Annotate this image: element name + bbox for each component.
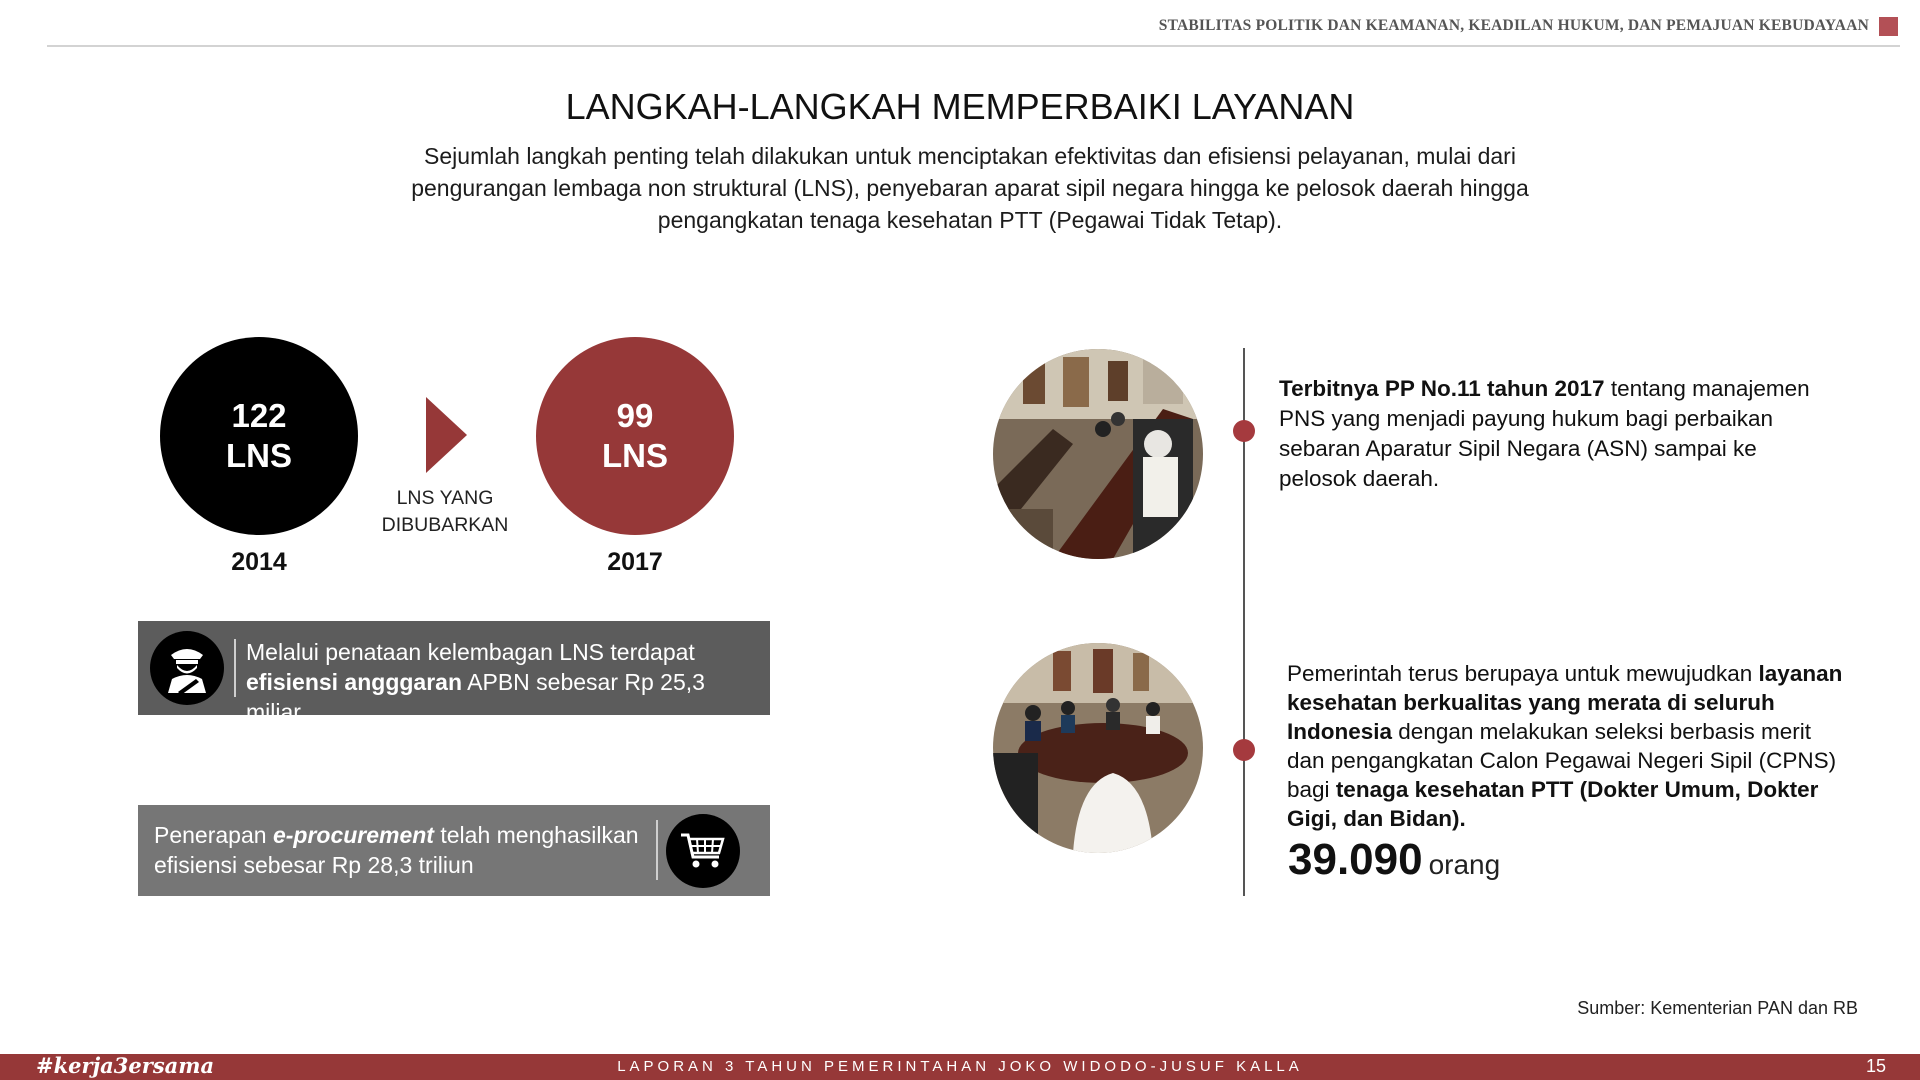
timeline-dot-2	[1233, 739, 1255, 761]
ptt-count	[1288, 835, 1500, 885]
eprocurement-box	[138, 805, 770, 896]
budget-efficiency-box	[138, 621, 770, 725]
box1-text-pre: Melalui penataan kelembagan LNS terdapat	[246, 639, 695, 665]
lns-2014-value: 122	[231, 397, 287, 434]
pp11-description	[1279, 374, 1839, 494]
arrow-label-line1: LNS YANG	[396, 487, 494, 509]
lns-2014-unit: LNS	[226, 437, 292, 474]
lns-2014-circle	[160, 337, 358, 535]
officer-icon	[150, 631, 224, 705]
health-text-bold1: layanan kesehatan berkualitas yang merata di seluruh Indonesia	[1287, 661, 1843, 744]
footer-hashtag: #kerja3ersama	[36, 1053, 215, 1078]
lns-2017-circle	[536, 337, 734, 535]
page-number: 15	[1865, 1056, 1886, 1076]
box2-text-mid: telah menghasilkan	[440, 822, 639, 848]
meeting-photo-2	[993, 643, 1203, 853]
page-title: LANGKAH-LANGKAH MEMPERBAIKI LAYANAN	[565, 86, 1355, 127]
meeting-photo-1	[993, 349, 1203, 559]
lns-2017-value: 99	[616, 397, 654, 434]
pp11-text: tentang manajemen PNS yang menjadi payung hukum bagi perbaikan sebaran Aparatur Sipil Negara (ASN) sampai ke pelosok daerah.	[1279, 376, 1810, 491]
ptt-count-value: 39.090	[1288, 835, 1423, 884]
header-accent-square	[1879, 17, 1898, 36]
timeline-dot-1	[1233, 420, 1255, 442]
header-divider	[47, 45, 1900, 47]
box2-text	[154, 820, 654, 880]
arrow-label-line2: DIBUBARKAN	[381, 514, 509, 536]
box2-text-bold-italic: e-procurement	[272, 822, 434, 848]
year-2017-label: 2017	[607, 548, 663, 576]
ptt-count-unit: orang	[1428, 849, 1501, 880]
health-text-pre: Pemerintah terus berupaya untuk mewujudkan	[1287, 661, 1753, 686]
box1-text	[246, 637, 766, 727]
box1-text-post: APBN sebesar Rp 25,3 miliar	[246, 669, 705, 725]
box1-text-bold: efisiensi angggaran	[246, 669, 463, 695]
health-text-bold2: tenaga kesehatan PTT (Dokter Umum, Dokter Gigi, dan Bidan).	[1287, 777, 1819, 831]
health-service-description	[1287, 659, 1847, 833]
intro-paragraph: Sejumlah langkah penting telah dilakukan untuk menciptakan efektivitas dan efisiensi pelayanan, mulai dari pengurangan lembaga non struktural (LNS), penyebaran aparat sipil negara hingga ke pelosok daerah hingga pengangkatan tenaga kesehatan PTT (Pegawai Tidak Tetap).	[411, 143, 1529, 233]
lns-2017-unit: LNS	[602, 437, 668, 474]
lns-dissolved-label	[365, 485, 525, 539]
box1-divider	[234, 639, 236, 697]
shopping-cart-icon	[666, 814, 740, 888]
footer-report-title: LAPORAN 3 TAHUN PEMERINTAHAN JOKO WIDODO-JUSUF KALLA	[617, 1058, 1303, 1075]
arrow-right-icon	[426, 397, 467, 473]
box2-divider	[656, 820, 658, 880]
box2-text-pre: Penerapan	[154, 822, 267, 848]
box2-text-post: efisiensi sebesar Rp 28,3 triliun	[154, 852, 474, 878]
health-text-mid: dengan melakukan seleksi berbasis merit dan pengangkatan Calon Pegawai Negeri Sipil (CPNS) bagi	[1287, 719, 1837, 802]
pp11-title: Terbitnya PP No.11 tahun 2017	[1279, 376, 1605, 401]
year-2014-label: 2014	[231, 548, 287, 576]
source-note: Sumber: Kementerian PAN dan RB	[1577, 998, 1858, 1018]
section-header-title: STABILITAS POLITIK DAN KEAMANAN, KEADILAN HUKUM, DAN PEMAJUAN KEBUDAYAAN	[1158, 17, 1869, 34]
